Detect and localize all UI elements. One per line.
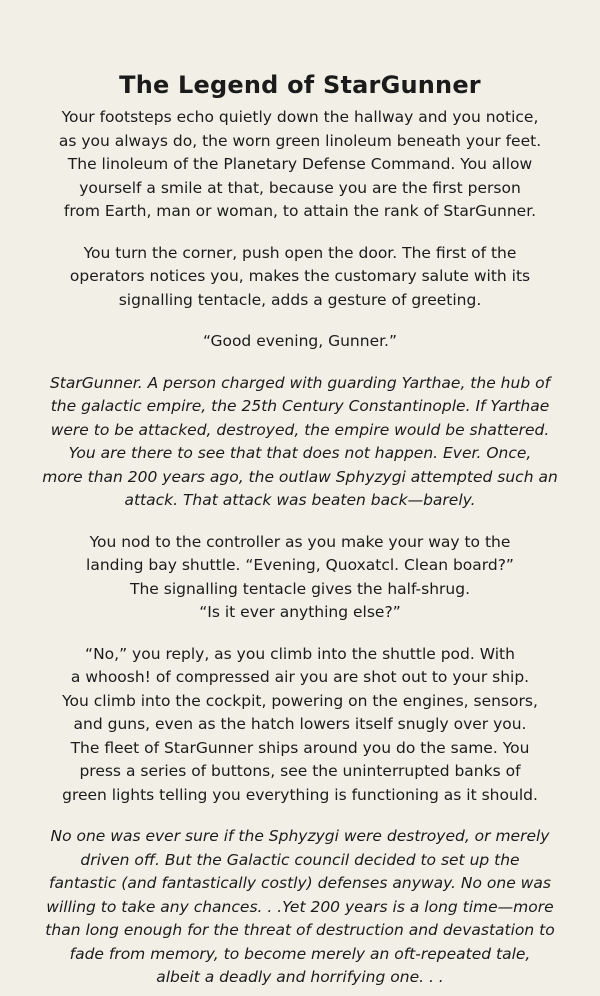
text-line: landing bay shuttle. “Evening, Quoxatcl. Clean board?” [86,556,514,574]
paragraph-stargunner-italic [18,372,582,513]
spacer [18,354,582,372]
text-line: from Earth, man or woman, to attain the rank of StarGunner. [63,202,537,220]
paragraph-shuttle [18,643,582,808]
text-line: a whoosh! of compressed air you are shot out to your ship. [70,668,530,686]
text-line: driven off. But the Galactic council decided to set up the [80,850,520,869]
spacer [18,312,582,330]
text-line: attack. That attack was beaten back—barely. [124,491,476,509]
text-line: The linoleum of the Planetary Defense Command. You allow [67,155,533,173]
text-line: than long enough for the threat of destruction and devastation to [45,921,555,939]
paragraph-intro [18,106,582,224]
page-title: The Legend of StarGunner [119,71,481,99]
spacer [18,224,582,242]
text-line: No one was ever sure if the Sphyzygi were destroyed, or merely [50,827,550,845]
text-line: green lights telling you everything is functioning as it should. [62,785,538,804]
text-line: “Is it ever anything else?” [199,603,401,621]
paragraph-greeting [18,330,582,354]
text-line: “No,” you reply, as you climb into the shuttle pod. With [85,644,515,663]
text-line: “Good evening, Gunner.” [202,332,398,350]
text-line: StarGunner. A person charged with guarding Yarthae, the hub of [49,373,551,392]
text-line: signalling tentacle, adds a gesture of greeting. [118,290,482,309]
text-line: You climb into the cockpit, powering on the engines, sensors, [62,691,538,710]
text-line: fantastic (and fantastically costly) defenses anyway. No one was [49,874,551,892]
text-line: albeit a deadly and horrifying one. . . [156,968,444,986]
text-line: the galactic empire, the 25th Century Constantinople. If Yarthae [50,397,550,415]
paragraph-controller [18,531,582,625]
text-line: operators notices you, makes the customary salute with its [69,267,531,285]
text-line: were to be attacked, destroyed, the empire would be shattered. [50,420,550,439]
text-line: fade from memory, to become merely an oft-repeated tale, [69,944,531,963]
text-line: Your footsteps echo quietly down the hallway and you notice, [61,108,539,126]
spacer [18,625,582,643]
text-line: as you always do, the worn green linoleum beneath your feet. [58,131,542,150]
text-line: You turn the corner, push open the door. The first of the [83,243,517,262]
text-line: The fleet of StarGunner ships around you do the same. You [70,738,530,757]
spacer [18,807,582,825]
text-line: You nod to the controller as you make your way to the [89,532,511,551]
text-line: yourself a smile at that, because you are the first person [79,178,521,197]
text-line: The signalling tentacle gives the half-shrug. [129,579,471,598]
text-line: more than 200 years ago, the outlaw Sphyzygi attempted such an [42,467,558,486]
paragraph-door [18,242,582,313]
paragraph-sphyzygi-italic [18,825,582,990]
text-line: press a series of buttons, see the uninterrupted banks of [79,762,521,780]
text-line: You are there to see that that does not happen. Ever. Once, [68,444,532,462]
text-line: and guns, even as the hatch lowers itself snugly over you. [73,715,527,733]
text-line: willing to take any chances. . .Yet 200 years is a long time—more [46,897,554,916]
spacer [18,513,582,531]
